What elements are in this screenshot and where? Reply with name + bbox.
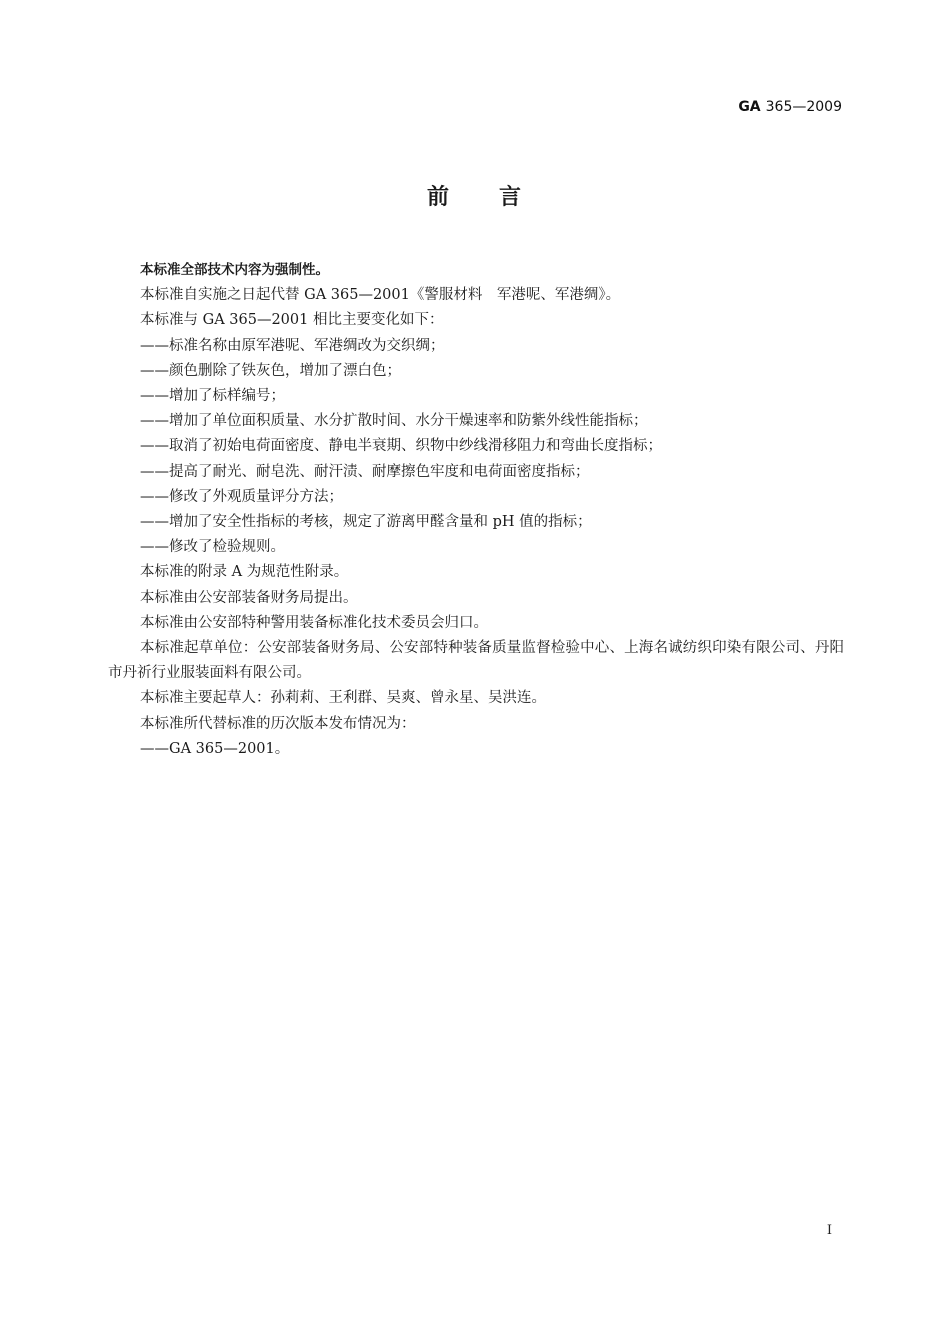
paragraph: 本标准由公安部特种警用装备标准化技术委员会归口。 [140, 614, 488, 631]
paragraph: 本标准与 GA 365—2001 相比主要变化如下： [140, 312, 444, 329]
paragraph: 本标准主要起草人：孙莉莉、王利群、吴爽、曾永星、吴洪连。 [140, 690, 546, 707]
list-item: ——提高了耐光、耐皂洗、耐汗渍、耐摩擦色牢度和电荷面密度指标； [140, 463, 590, 480]
paragraph: 本标准的附录 A 为规范性附录。 [140, 564, 349, 581]
title-char-2: 言 [499, 185, 524, 210]
title-char-1: 前 [426, 185, 451, 210]
list-item: ——标准名称由原军港呢、军港绸改为交织绸； [140, 337, 445, 354]
page-number: I [826, 1223, 832, 1238]
paragraph: 本标准全部技术内容为强制性。 [140, 262, 329, 278]
paragraph: 本标准自实施之日起代替 GA 365—2001《警服材料 军港呢、军港绸》。 [140, 287, 621, 304]
standard-prefix: GA [738, 99, 761, 115]
foreword-body [108, 258, 844, 762]
standard-identifier [738, 99, 842, 115]
page-title [0, 180, 950, 211]
list-item: ——增加了标样编号； [140, 388, 285, 405]
standard-number: 365—2009 [765, 99, 842, 115]
paragraph: 本标准所代替标准的历次版本发布情况为： [140, 715, 416, 732]
list-item: ——GA 365—2001。 [140, 740, 290, 757]
list-item: ——取消了初始电荷面密度、静电半衰期、织物中纱线滑移阻力和弯曲长度指标； [140, 438, 662, 455]
list-item: ——修改了外观质量评分方法； [140, 488, 343, 505]
list-item: ——增加了单位面积质量、水分扩散时间、水分干燥速率和防紫外线性能指标； [140, 413, 648, 430]
list-item: ——修改了检验规则。 [140, 539, 285, 556]
paragraph: 本标准由公安部装备财务局提出。 [140, 589, 358, 606]
paragraph: 本标准起草单位：公安部装备财务局、公安部特种装备质量监督检验中心、上海名诚纺织印染有限公司、丹阳市丹祈行业服装面料有限公司。 [108, 640, 844, 682]
list-item: ——颜色删除了铁灰色，增加了漂白色； [140, 362, 401, 379]
list-item: ——增加了安全性指标的考核，规定了游离甲醛含量和 pH 值的指标； [140, 514, 592, 531]
